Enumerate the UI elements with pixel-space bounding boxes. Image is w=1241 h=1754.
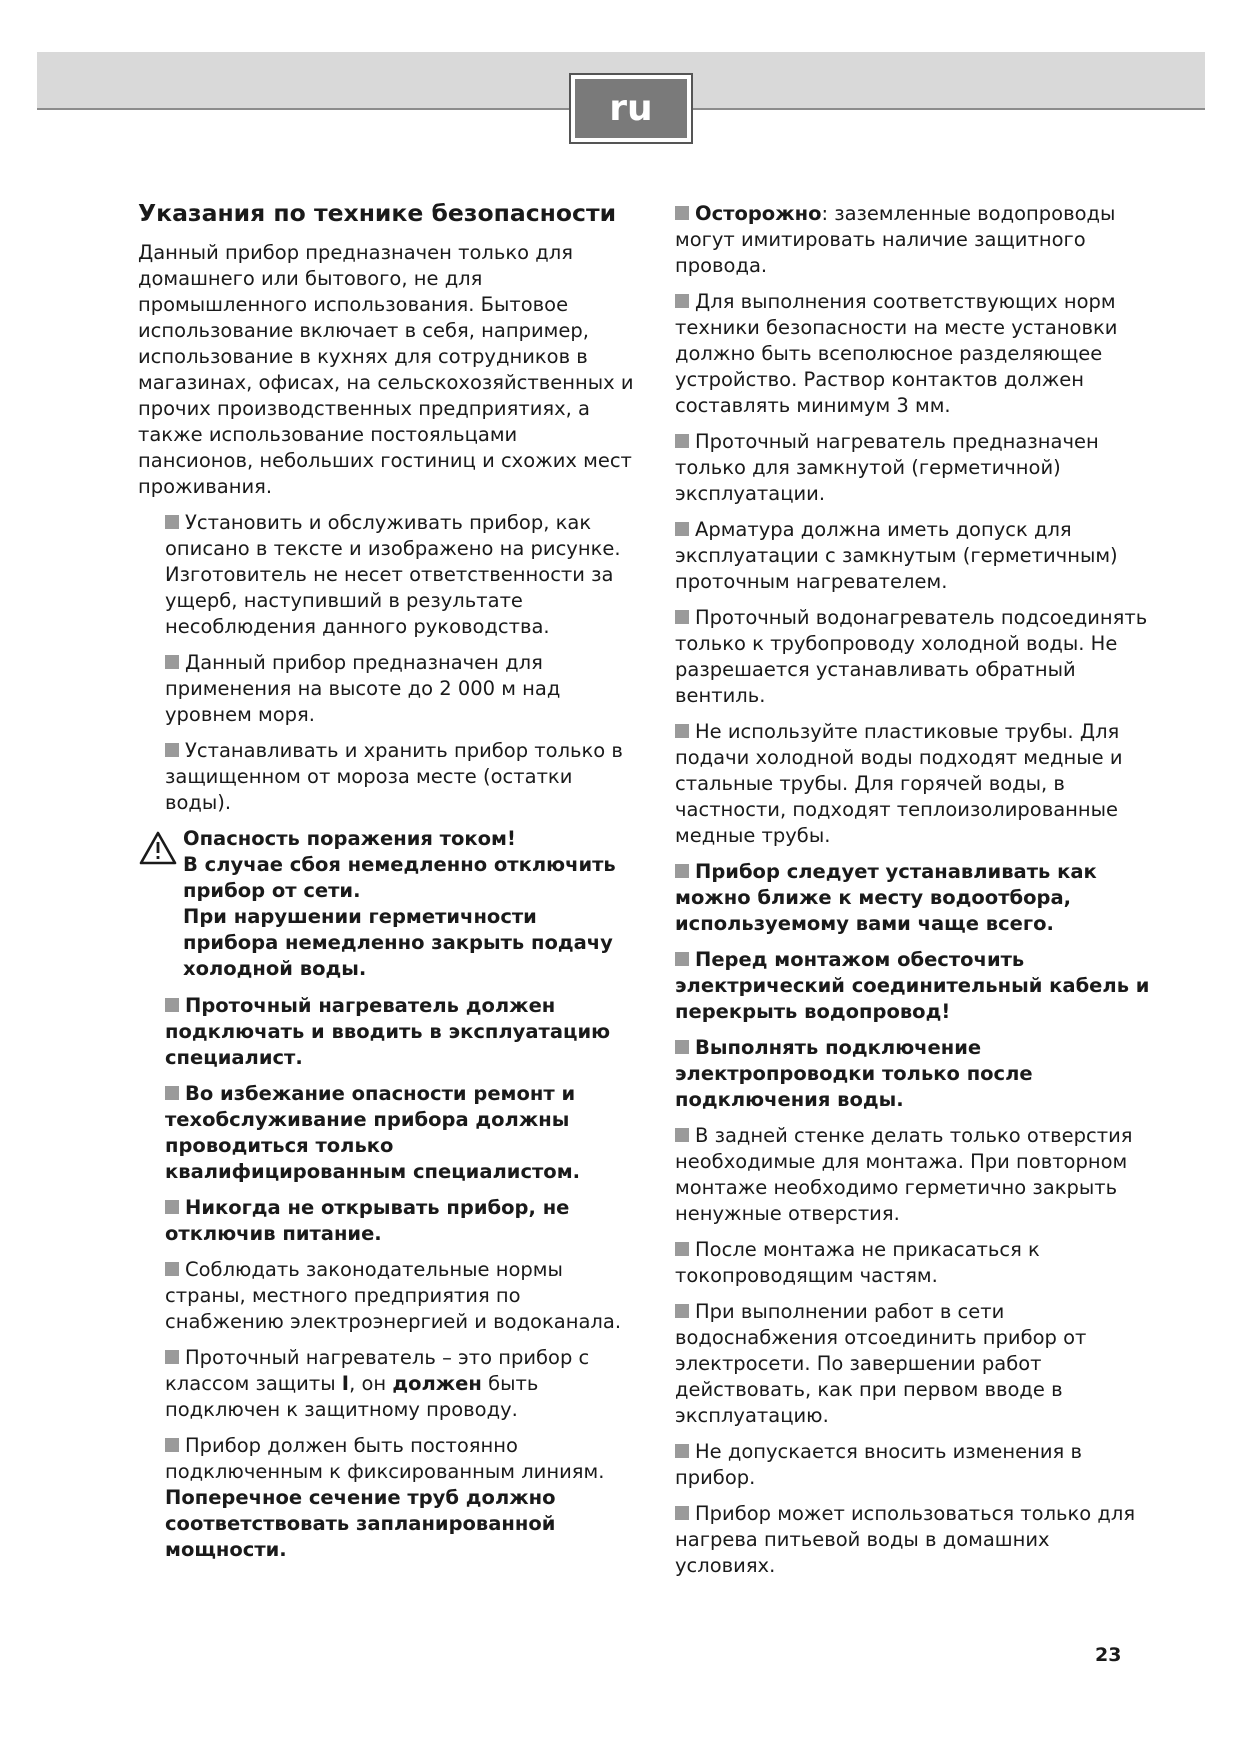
list-item: Соблюдать законодательные нормы страны, местного предприятия по снабжению электроэнергией и водоканала. — [165, 1258, 622, 1333]
list-item: Не используйте пластиковые трубы. Для подачи холодной воды подходят медные и стальные трубы. Для горячей воды, в частности, подходят теплоизолированные медные трубы. — [675, 720, 1123, 847]
list-item: Никогда не открывать прибор, не отключив питание. — [165, 1196, 570, 1245]
list-item: При выполнении работ в сети водоснабжения отсоединить прибор от электросети. По завершении работ действовать, как при первом вводе в эксплуатацию. — [675, 1300, 1087, 1427]
bullet-square-icon — [165, 655, 179, 669]
list-item: Осторожно: заземленные водопроводы могут имитировать наличие защитного провода. — [675, 202, 1116, 277]
bullet-square-icon — [675, 294, 689, 308]
right-column — [675, 201, 1155, 1589]
bullet-square-icon — [675, 1506, 689, 1520]
bullet-square-icon — [165, 1438, 179, 1452]
warning-title: Опасность поражения током! — [183, 827, 516, 850]
list-item: В задней стенке делать только отверстия необходимые для монтажа. При повторном монтаже необходимо герметично закрыть ненужные отверстия. — [675, 1124, 1133, 1225]
bullet-square-icon — [675, 1444, 689, 1458]
list-item: Не допускается вносить изменения в прибор. — [675, 1440, 1082, 1489]
bullet-square-icon — [165, 1086, 179, 1100]
list-item: Прибор может использоваться только для нагрева питьевой воды в домашних условиях. — [675, 1502, 1136, 1577]
warning-text: В случае сбоя немедленно отключить прибор от сети. — [183, 853, 616, 902]
bullet-square-icon — [675, 1040, 689, 1054]
electric-shock-warning — [138, 826, 638, 982]
bullet-square-icon — [675, 1128, 689, 1142]
list-item: Для выполнения соответствующих норм техники безопасности на месте установки должно быть всеполюсное разделяющее устройство. Раствор контактов должен составлять минимум 3 мм. — [675, 290, 1118, 417]
list-item: Данный прибор предназначен для применения на высоте до 2 000 м над уровнем моря. — [165, 651, 561, 726]
language-code: ru — [575, 79, 687, 138]
section-title: Указания по технике безопасности — [138, 199, 617, 227]
bullet-square-icon — [675, 1304, 689, 1318]
bullet-square-icon — [165, 1200, 179, 1214]
bullet-square-icon — [165, 1350, 179, 1364]
bullet-square-icon — [675, 724, 689, 738]
bullet-square-icon — [675, 864, 689, 878]
warning-text: При нарушении герметичности прибора немедленно закрыть подачу холодной воды. — [183, 905, 613, 980]
language-badge — [569, 73, 693, 144]
bullet-square-icon — [165, 743, 179, 757]
bullet-square-icon — [675, 434, 689, 448]
list-item: Перед монтажом обесточить электрический соединительный кабель и перекрыть водопровод! — [675, 948, 1150, 1023]
list-item: Прибор должен быть постоянно подключенным к фиксированным линиям. Поперечное сечение труб должно соответствовать запланированной мощности. — [165, 1434, 605, 1561]
left-column — [138, 198, 638, 1573]
bullet-square-icon — [165, 1262, 179, 1276]
list-item: Проточный нагреватель предназначен только для замкнутой (герметичной) эксплуатации. — [675, 430, 1099, 505]
list-item: Прибор следует устанавливать как можно ближе к месту водоотбора, используемому вами чаще всего. — [675, 860, 1097, 935]
list-item: Устанавливать и хранить прибор только в защищенном от мороза месте (остатки воды). — [165, 739, 623, 814]
list-item: Во избежание опасности ремонт и техобслуживание прибора должны проводиться только квалифицированным специалистом. — [165, 1082, 581, 1183]
bullet-square-icon — [675, 206, 689, 220]
bullet-square-icon — [165, 998, 179, 1012]
list-item: Проточный водонагреватель подсоединять только к трубопроводу холодной воды. Не разрешается устанавливать обратный вентиль. — [675, 606, 1148, 707]
list-item: После монтажа не прикасаться к токопроводящим частям. — [675, 1238, 1040, 1287]
list-item: Проточный нагреватель должен подключать и вводить в эксплуатацию специалист. — [165, 994, 611, 1069]
list-item: Проточный нагреватель – это прибор с классом защиты I, он должен быть подключен к защитному проводу. — [165, 1346, 590, 1421]
page-number: 23 — [1095, 1644, 1122, 1666]
list-item: Арматура должна иметь допуск для эксплуатации с замкнутым (герметичным) проточным нагревателем. — [675, 518, 1118, 593]
list-item: Установить и обслуживать прибор, как описано в тексте и изображено на рисунке. Изготовитель не несет ответственности за ущерб, наступивший в результате несоблюдения данного руководства. — [165, 511, 621, 638]
list-item: Выполнять подключение электропроводки только после подключения воды. — [675, 1036, 1033, 1111]
intro-paragraph: Данный прибор предназначен только для домашнего или бытового, не для промышленного использования. Бытовое использование включает в себя, например, использование в кухнях для сотрудников в магазинах, офисах, на сельскохозяйственных и прочих производственных предприятиях, а также использование постояльцами пансионов, небольших гостиниц и схожих мест проживания. — [138, 241, 634, 498]
bullet-square-icon — [675, 1242, 689, 1256]
bullet-square-icon — [165, 515, 179, 529]
bullet-square-icon — [675, 610, 689, 624]
bullet-square-icon — [675, 522, 689, 536]
warning-triangle-icon — [138, 830, 178, 866]
bullet-square-icon — [675, 952, 689, 966]
